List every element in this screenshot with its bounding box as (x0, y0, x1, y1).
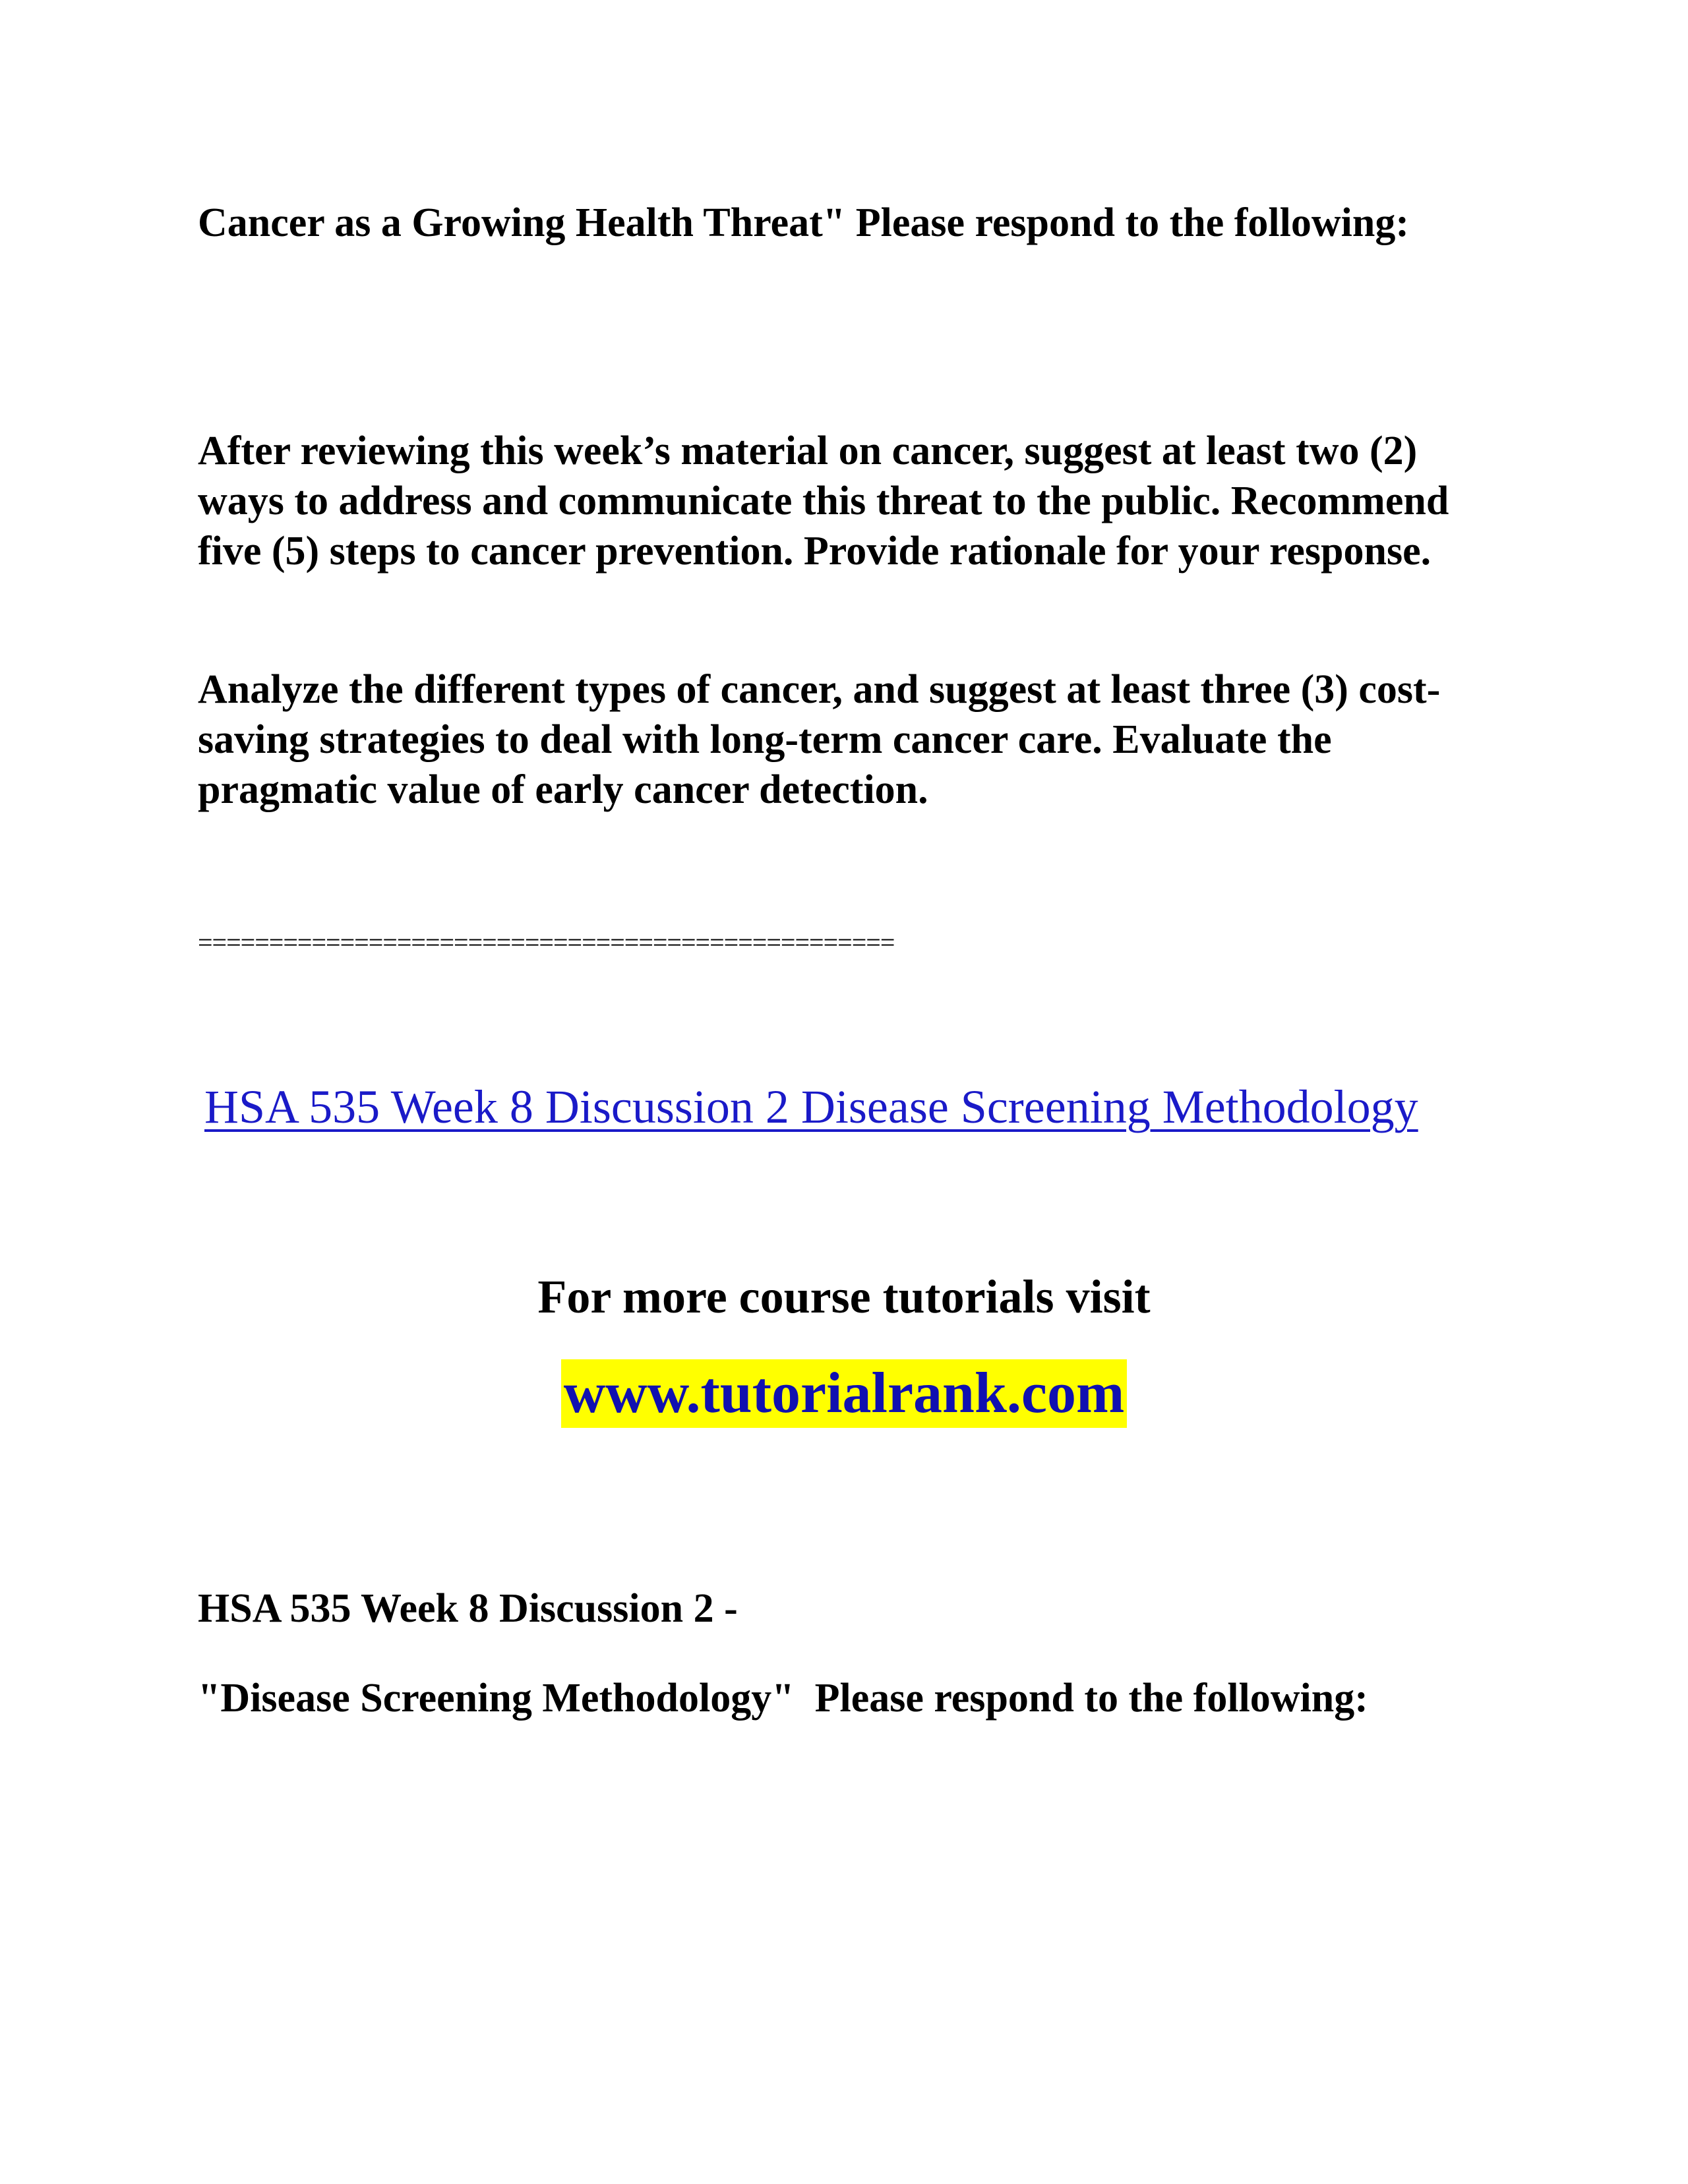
next-discussion-heading: HSA 535 Week 8 Discussion 2 - (198, 1586, 738, 1631)
promo-link-container (0, 1359, 1688, 1428)
separator-line: ================================================= (198, 928, 895, 957)
intro-paragraph: Cancer as a Growing Health Threat" Please respond to the following: (198, 200, 1409, 245)
promo-text: For more course tutorials visit (537, 1270, 1151, 1323)
question-1-paragraph: After reviewing this week’s material on cancer, suggest at least two (2) ways to address and communicate this threat to the public. Recommend five (5) steps to cancer prevention. Provide rationale for your response. (198, 428, 1449, 574)
promo-website-link[interactable]: www.tutorialrank.com (561, 1359, 1128, 1428)
next-discussion-title-link[interactable]: HSA 535 Week 8 Discussion 2 Disease Screening Methodology (204, 1080, 1418, 1133)
next-discussion-prompt: "Disease Screening Methodology" Please respond to the following: (198, 1676, 1368, 1721)
question-2-paragraph: Analyze the different types of cancer, and suggest at least three (3) cost-saving strategies to deal with long-term cancer care. Evaluate the pragmatic value of early cancer detection. (198, 667, 1441, 812)
